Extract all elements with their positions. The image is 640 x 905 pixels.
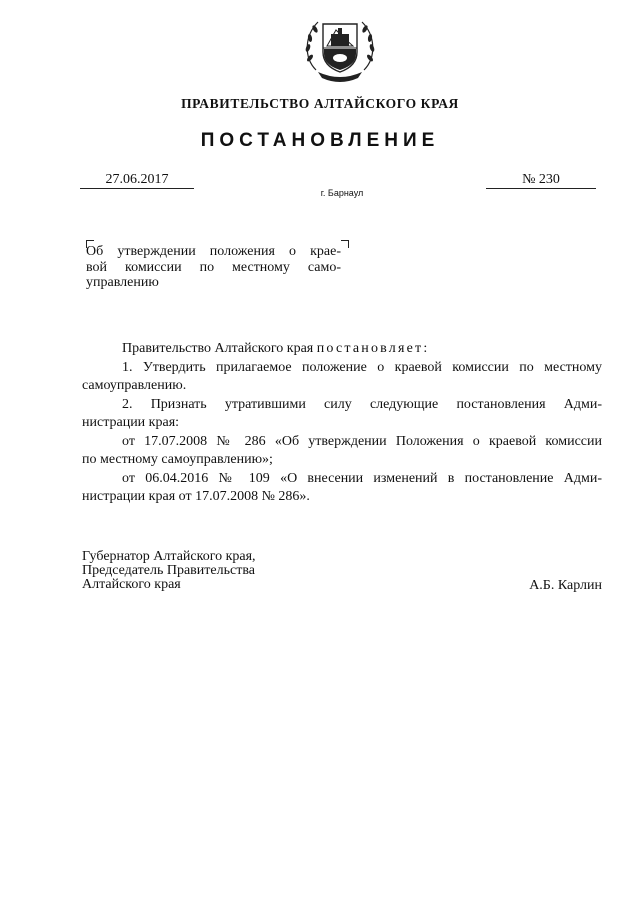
subject-bracket-right-icon bbox=[341, 240, 349, 248]
body-line: от 06.04.2016 № 109 «О внесении изменений в постановление Адми- bbox=[122, 470, 602, 486]
subject-line: Об утверждении положения о крае- bbox=[86, 244, 341, 259]
body-line: нистрации края: bbox=[82, 415, 180, 430]
signatory-position-line: Губернатор Алтайского края, bbox=[82, 549, 256, 564]
body-line: по местному самоуправлению»; bbox=[82, 452, 273, 467]
body-line: 1. Утвердить прилагаемое положение о краевой комиссии по местному bbox=[122, 359, 602, 375]
government-name: ПРАВИТЕЛЬСТВО АЛТАЙСКОГО КРАЯ bbox=[181, 96, 459, 111]
body-line: 2. Признать утратившими силу следующие постановления Адми- bbox=[122, 396, 602, 412]
intro-prefix: Правительство Алтайского края bbox=[122, 341, 317, 356]
subject-line: управлению bbox=[86, 275, 159, 290]
document-body bbox=[82, 340, 602, 507]
intro-verb: постановляет: bbox=[316, 341, 430, 356]
signatory-name: А.Б. Карлин bbox=[529, 578, 602, 593]
body-line: от 17.07.2008 № 286 «Об утверждении Положения о краевой комиссии bbox=[122, 433, 602, 449]
signatory-position bbox=[82, 550, 256, 592]
subject-line: вой комиссии по местному само- bbox=[86, 259, 341, 275]
document-city: г. Барнаул bbox=[320, 188, 364, 198]
signatory-position-line: Алтайского края bbox=[82, 577, 181, 592]
document-type-title: ПОСТАНОВЛЕНИЕ bbox=[200, 130, 440, 151]
coat-of-arms-emblem bbox=[296, 8, 384, 88]
body-line: самоуправлению. bbox=[82, 378, 187, 393]
body-line: нистрации края от 17.07.2008 № 286». bbox=[82, 489, 310, 504]
document-subject bbox=[86, 244, 341, 291]
document-date: 27.06.2017 bbox=[80, 172, 194, 189]
body-intro bbox=[82, 340, 602, 359]
signatory-position-line: Председатель Правительства bbox=[82, 563, 255, 578]
document-number: № 230 bbox=[486, 172, 596, 189]
